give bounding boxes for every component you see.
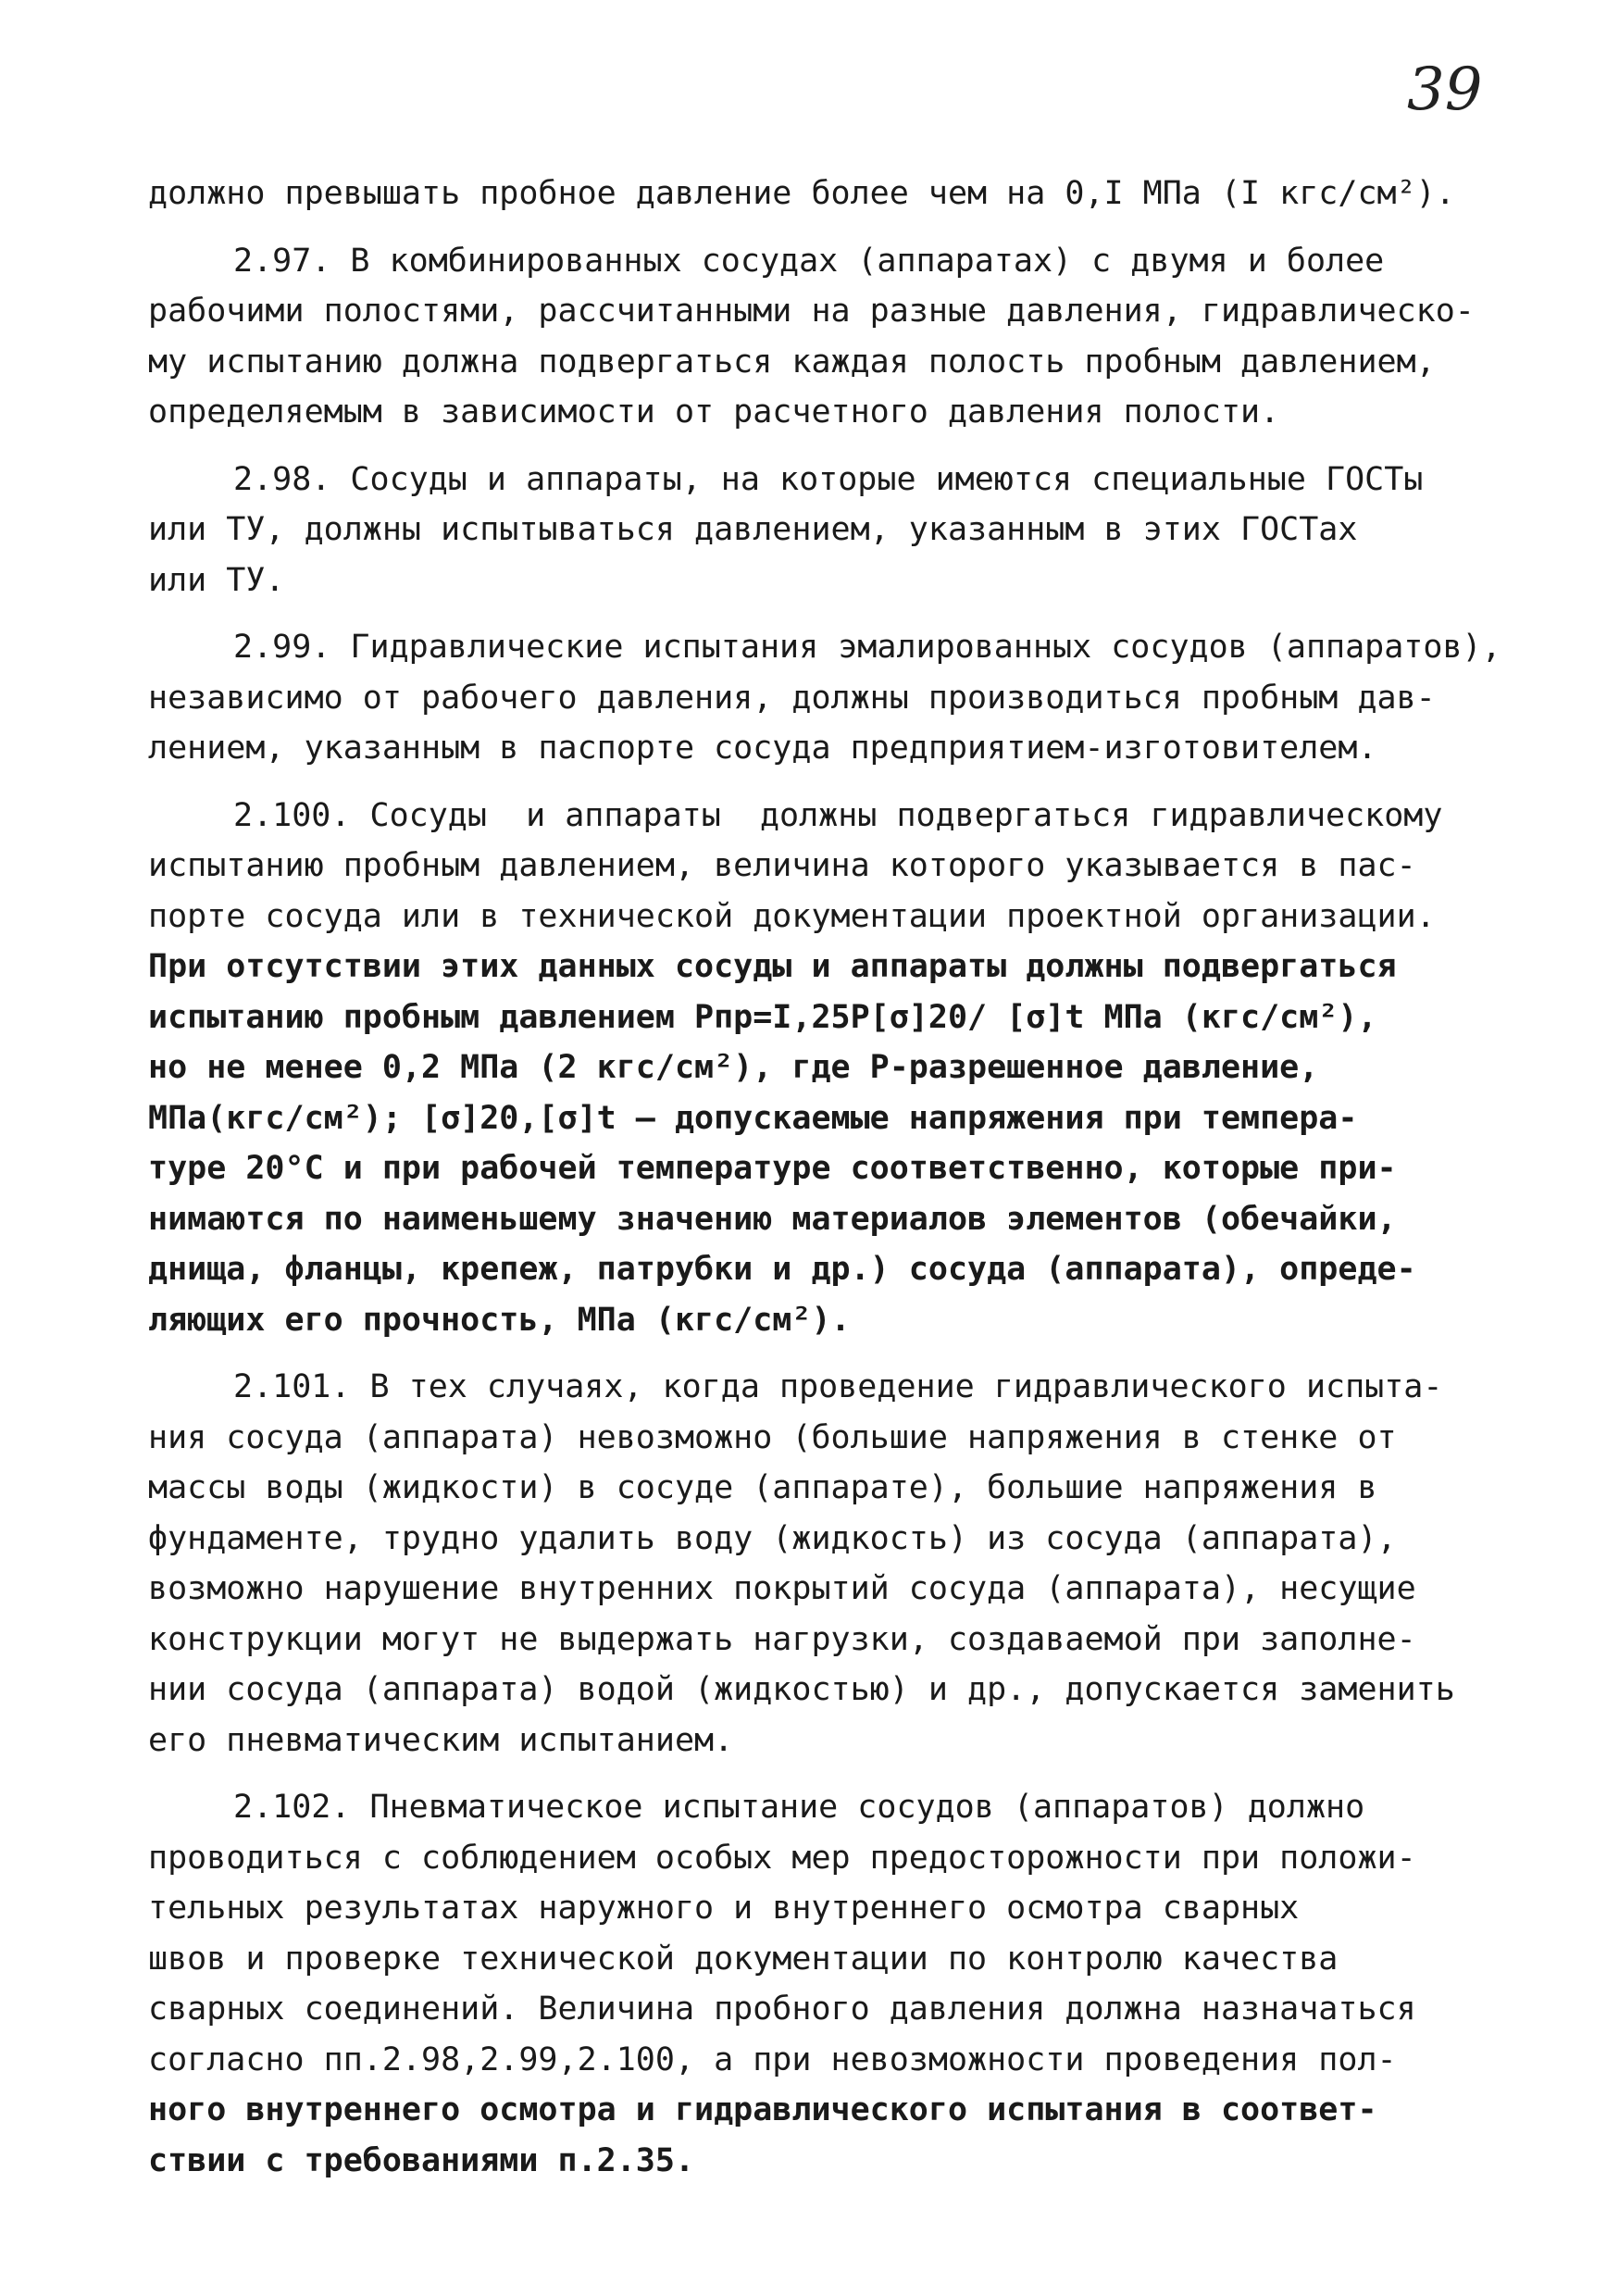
text-line: лением, указанным в паспорте сосуда предприятием-изготовителем. bbox=[148, 730, 1377, 767]
text-line: определяемым в зависимости от расчетного давления полости. bbox=[148, 393, 1280, 430]
text-line: должно превышать пробное давление более чем на 0,I МПа (I кгс/см²). bbox=[148, 175, 1455, 212]
text-line: При отсутствии этих данных сосуды и аппараты должны подвергаться bbox=[148, 948, 1397, 985]
text-line: тельных результатах наружного и внутреннего осмотра сварных bbox=[148, 1890, 1300, 1927]
text-line: ляющих его прочность, МПа (кгс/см²). bbox=[148, 1301, 851, 1339]
text-line: сварных соединений. Величина пробного давления должна назначаться bbox=[148, 1990, 1416, 2028]
text-line: ствии с требованиями п.2.35. bbox=[148, 2141, 695, 2179]
text-line: конструкции могут не выдержать нагрузки, создаваемой при заполне- bbox=[148, 1620, 1416, 1658]
text-line: нии сосуда (аппарата) водой (жидкостью) и др., допускается заменить bbox=[148, 1671, 1455, 1708]
text-line: МПа(кгс/см²); [σ]20,[σ]t – допускаемые напряжения при темпера- bbox=[148, 1099, 1358, 1137]
text-line: испытанию пробным давлением Рпр=I,25Р[σ]20/ [σ]t МПа (кгс/см²), bbox=[148, 998, 1377, 1036]
text-line: 2.101. В тех случаях, когда проведение гидравлического испыта- bbox=[233, 1368, 1443, 1405]
document-body bbox=[148, 168, 1537, 2186]
text-line: или ТУ, должны испытываться давлением, указанным в этих ГОСТах bbox=[148, 511, 1358, 548]
text-line: возможно нарушение внутренних покрытий сосуда (аппарата), несущие bbox=[148, 1570, 1416, 1607]
text-line: независимо от рабочего давления, должны производиться пробным дав- bbox=[148, 679, 1436, 717]
text-line: согласно пп.2.98,2.99,2.100, а при невозможности проведения пол- bbox=[148, 2040, 1397, 2078]
text-line: ного внутреннего осмотра и гидравлического испытания в соответ- bbox=[148, 2091, 1377, 2128]
text-line: испытанию пробным давлением, величина которого указывается в пас- bbox=[148, 847, 1416, 884]
text-line: 2.98. Сосуды и аппараты, на которые имеются специальные ГОСТы bbox=[233, 460, 1424, 498]
text-line: 2.97. В комбинированных сосудах (аппаратах) с двумя и более bbox=[233, 242, 1385, 280]
text-line: рабочими полостями, рассчитанными на разные давления, гидравлическо- bbox=[148, 293, 1475, 330]
text-line: порте сосуда или в технической документации проектной организации. bbox=[148, 897, 1436, 935]
text-line: но не менее 0,2 МПа (2 кгс/см²), где Р-разрешенное давление, bbox=[148, 1049, 1319, 1086]
text-line: или ТУ. bbox=[148, 561, 285, 599]
text-line: 2.99. Гидравлические испытания эмалированных сосудов (аппаратов), bbox=[233, 629, 1501, 666]
text-line: днища, фланцы, крепеж, патрубки и др.) сосуда (аппарата), опреде- bbox=[148, 1251, 1416, 1288]
text-line: 2.100. Сосуды и аппараты должны подвергаться гидравлическому bbox=[233, 796, 1443, 834]
text-line: проводиться с соблюдением особых мер предосторожности при положи- bbox=[148, 1839, 1416, 1877]
text-line: 2.102. Пневматическое испытание сосудов (аппаратов) должно bbox=[233, 1789, 1365, 1826]
text-line: туре 20°С и при рабочей температуре соответственно, которые при- bbox=[148, 1150, 1397, 1187]
text-line: его пневматическим испытанием. bbox=[148, 1721, 734, 1759]
text-line: швов и проверке технической документации по контролю качества bbox=[148, 1940, 1339, 1978]
text-line: ния сосуда (аппарата) невозможно (большие напряжения в стенке от bbox=[148, 1418, 1397, 1456]
text-line: массы воды (жидкости) в сосуде (аппарате), большие напряжения в bbox=[148, 1469, 1377, 1506]
page-number: 39 bbox=[1407, 56, 1483, 124]
text-line: фундаменте, трудно удалить воду (жидкость) из сосуда (аппарата), bbox=[148, 1519, 1397, 1557]
text-line: нимаются по наименьшему значению материалов элементов (обечайки, bbox=[148, 1200, 1397, 1238]
text-line: му испытанию должна подвергаться каждая полость пробным давлением, bbox=[148, 343, 1436, 381]
